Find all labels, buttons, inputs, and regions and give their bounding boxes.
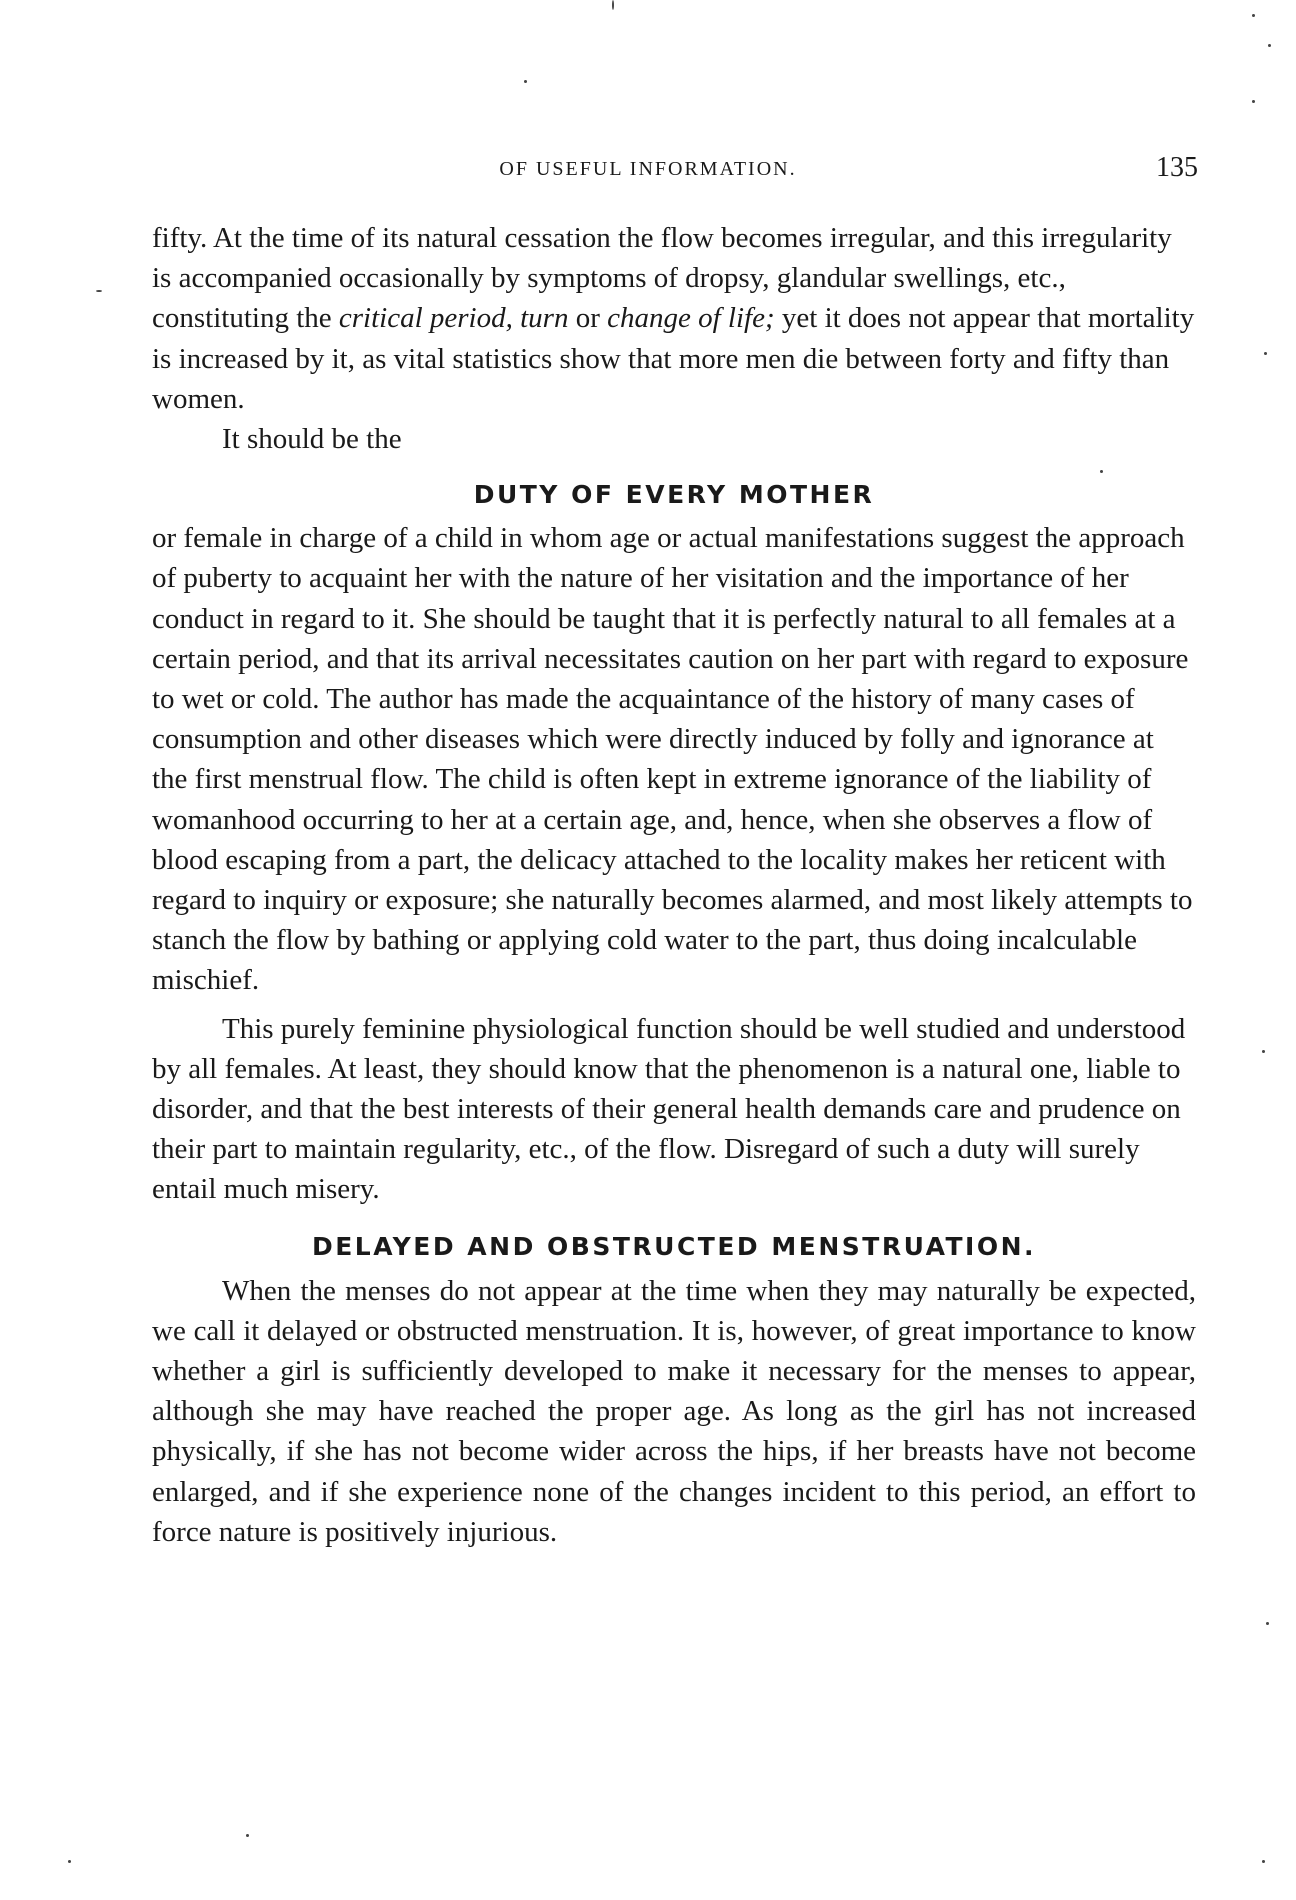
- change-of-life-emphasis: change of life;: [607, 302, 775, 335]
- scan-speck: [1264, 352, 1267, 355]
- scan-speck: [1268, 44, 1271, 47]
- paragraph-fifty-text-b: or: [568, 302, 608, 335]
- scan-speck: [1252, 14, 1255, 17]
- scan-speck: [612, 0, 614, 10]
- paragraph-female-in-charge: or female in charge of a child in whom age or actual manifestations suggest the approach of puberty to acquaint her with the nature of her visitation and the importance of her conduct in regard to it. She should be taught that it is perfectly natural to all females at a certain period, and that its arrival necessitates caution on her part with regard to exposure to wet or cold. The author has made the acquaintance of the history of many cases of consumption and other diseases which were directly induced by folly and ignorance at the first menstrual flow. The child is often kept in extreme ignorance of the liability of womanhood occurring to her at a certain age, and, hence, when she observes a flow of blood escaping from a part, the delicacy attached to the locality makes her reticent with regard to inquiry or exposure; she naturally becomes alarmed, and most likely attempts to stanch the flow by bathing or applying cold water to the part, thus doing incalculable mischief.: [152, 522, 1193, 997]
- critical-period-emphasis: critical period, turn: [338, 302, 569, 335]
- scan-speck: [68, 1860, 71, 1863]
- paragraph-it-should: It should be the: [222, 423, 402, 456]
- body-text: [152, 218, 1196, 1552]
- scan-speck: [1266, 1622, 1269, 1625]
- running-title: OF USEFUL INFORMATION.: [499, 158, 797, 180]
- scan-speck: [1100, 470, 1103, 473]
- paragraph-fifty: [152, 218, 1196, 419]
- paragraph-fifty-text-a: fifty. At the time of its natural cessation the flow becomes irregular, and this irregularity is accompanied occasionally by symptoms of dropsy, glandular swellings, etc., constituting the: [152, 222, 1172, 335]
- heading-duty-of-every-mother: DUTY OF EVERY MOTHER: [473, 480, 875, 510]
- paragraph-menses-delayed: When the menses do not appear at the time when they may naturally be expected, we call it delayed or obstructed menstruation. It is, however, of great importance to know whether a girl is sufficiently developed to make it necessary for the menses to appear, although she may have reached the proper age. As long as the girl has not increased physically, if she has not become wider across the hips, if her breasts have not become enlarged, and if she experience none of the changes incident to this period, an effort to force nature is positively injurious.: [152, 1274, 1196, 1548]
- scan-speck: [1262, 1860, 1265, 1863]
- paragraph-fifty-text-c: yet it does not appear that mortality is increased by it, as vital statistics show that more men die between forty and fifty than women.: [152, 302, 1195, 415]
- scan-speck: [524, 80, 527, 83]
- page-number: 135: [1156, 152, 1198, 183]
- scan-speck: [1252, 100, 1255, 103]
- scan-speck: [96, 290, 102, 292]
- heading-delayed-menstruation: DELAYED AND OBSTRUCTED MENSTRUATION.: [311, 1231, 1037, 1261]
- paragraph-feminine-function: This purely feminine physiological function should be well studied and understood by all females. At least, they should know that the phenomenon is a natural one, liable to disorder, and that the best interests of their general health demands care and prudence on their part to maintain regularity, etc., of the flow. Disregard of such a duty will surely entail much misery.: [152, 1012, 1186, 1206]
- running-header: [0, 152, 1296, 192]
- scan-speck: [246, 1834, 249, 1837]
- scan-speck: [1262, 1050, 1265, 1053]
